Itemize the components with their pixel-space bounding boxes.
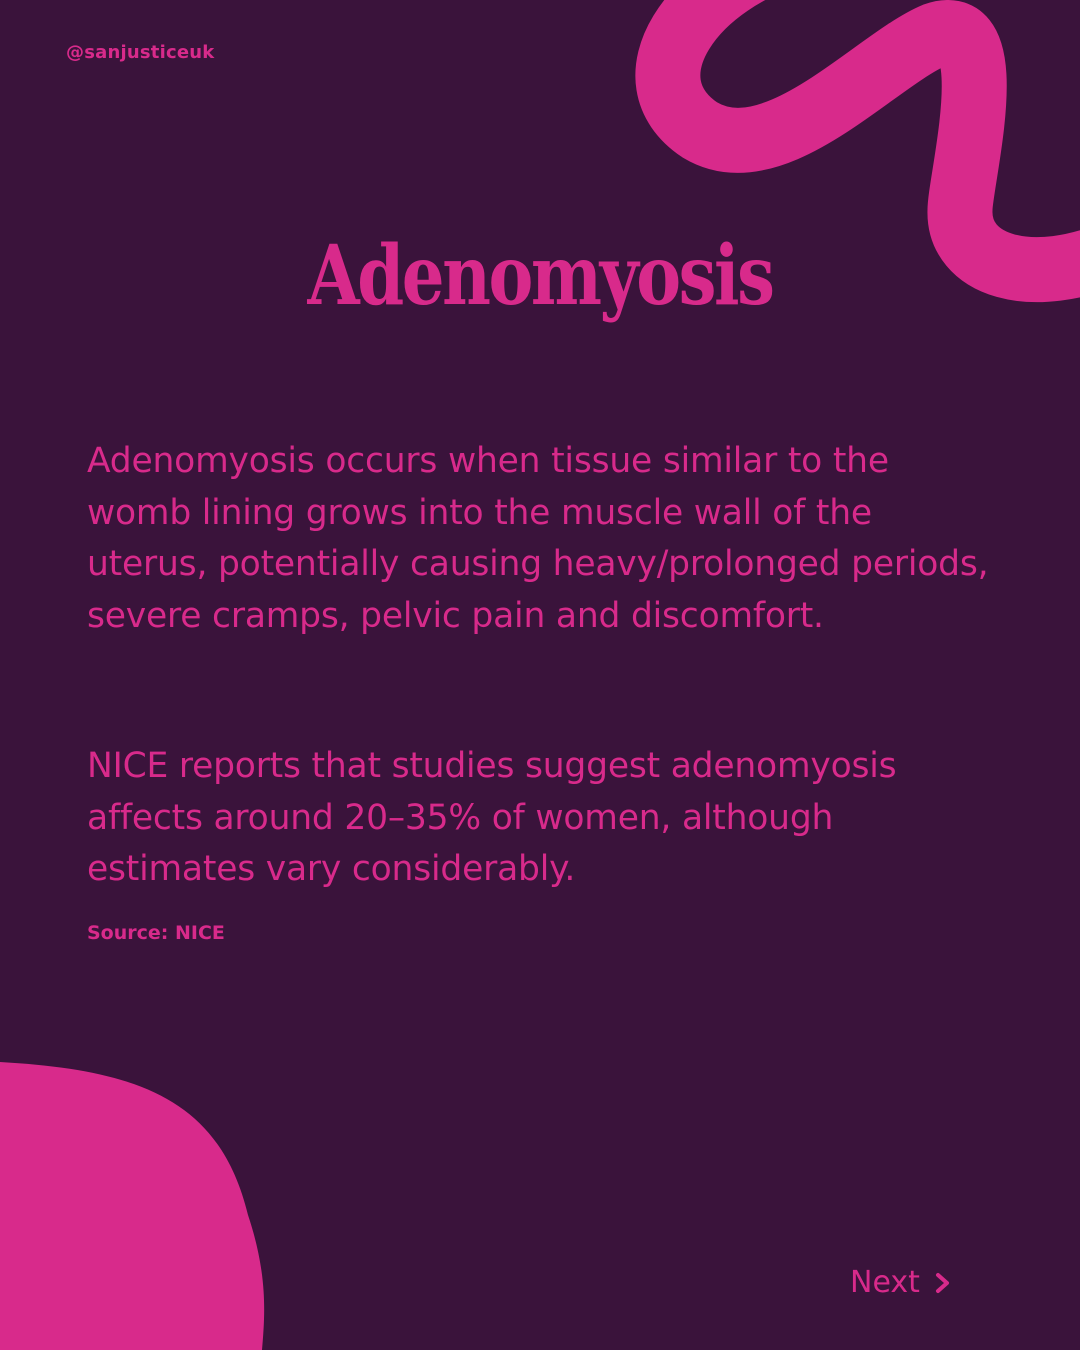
next-label: Next bbox=[850, 1265, 920, 1300]
statistics-paragraph: NICE reports that studies suggest adenomyosis affects around 20–35% of women, although estimates vary considerably. bbox=[87, 746, 897, 889]
chevron-right-icon bbox=[934, 1272, 952, 1294]
description-paragraph: Adenomyosis occurs when tissue similar to the womb lining grows into the muscle wall of the uterus, potentially causing heavy/prolonged periods, severe cramps, pelvic pain and discomfort. bbox=[87, 441, 989, 636]
account-handle: @sanjusticeuk bbox=[66, 42, 215, 63]
next-button[interactable] bbox=[850, 1265, 952, 1300]
source-citation: Source: NICE bbox=[87, 922, 225, 944]
bottom-left-blob bbox=[0, 1062, 264, 1350]
page-title: Adenomyosis bbox=[307, 228, 773, 324]
